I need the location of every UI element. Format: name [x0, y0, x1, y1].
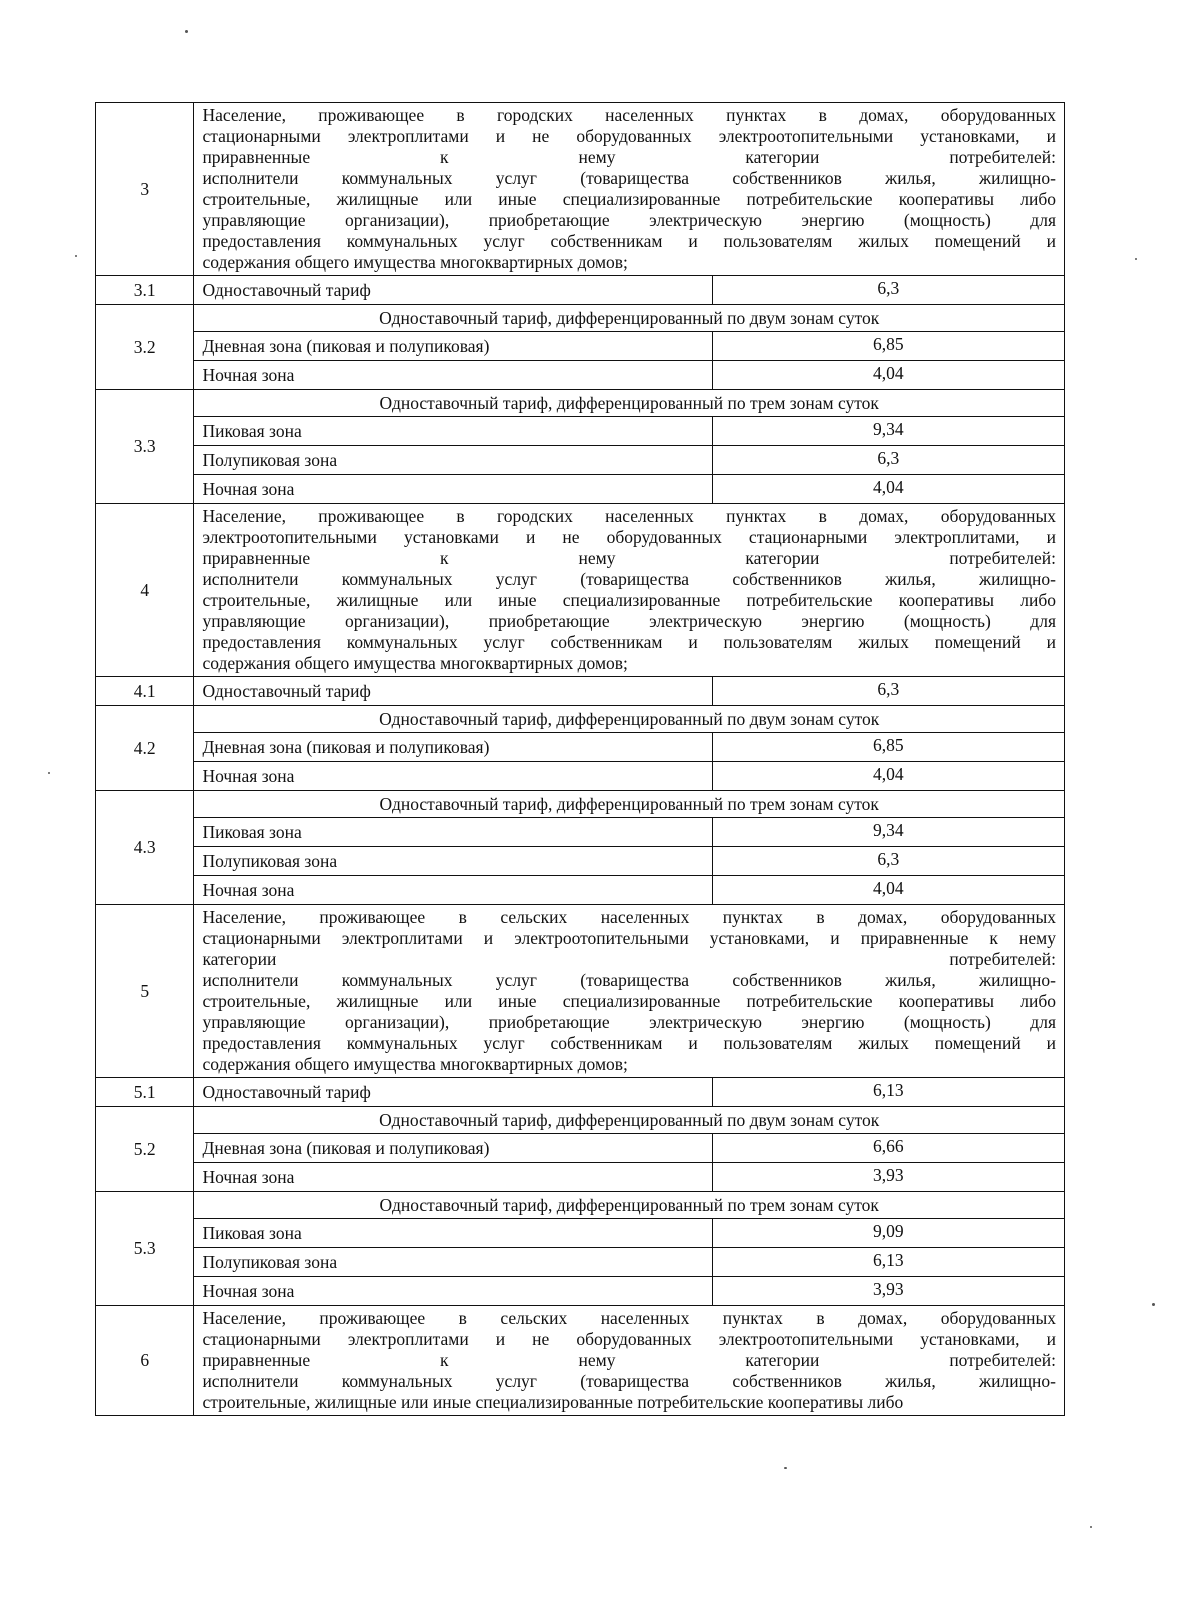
category-row [96, 905, 1065, 1078]
description-line: приравненные к нему категории потребителей: [202, 1350, 1056, 1370]
zone-item-row [96, 417, 1065, 446]
row-number: 4.2 [96, 706, 194, 791]
two-zone-header-row [96, 305, 1065, 332]
description-line: Население, проживающее в сельских населенных пунктах в домах, оборудованных [202, 907, 1056, 927]
zone-item-row [96, 1277, 1065, 1306]
zone-item-row [96, 1163, 1065, 1192]
description-line: исполнители коммунальных услуг (товарищества собственников жилья, жилищно- [202, 970, 1056, 990]
zone-value: 4,04 [712, 762, 1064, 791]
zone-item-row [96, 1248, 1065, 1277]
description-line: содержания общего имущества многоквартирных домов; [202, 653, 628, 673]
three-zone-header-row [96, 1192, 1065, 1219]
category-description [194, 103, 1065, 276]
category-row [96, 504, 1065, 677]
tariff-value: 6,3 [712, 276, 1064, 305]
scan-speck [1090, 1526, 1092, 1528]
zone-header: Одноставочный тариф, дифференцированный по двум зонам суток [194, 706, 1065, 733]
description-line: строительные, жилищные или иные специализированные потребительские кооперативы либо [202, 189, 1056, 209]
zone-item-row [96, 762, 1065, 791]
zone-value: 4,04 [712, 361, 1064, 390]
zone-value: 9,34 [712, 818, 1064, 847]
description-line: стационарными электроплитами и электроотопительными установками, и приравненные к нему [202, 928, 1056, 948]
three-zone-header-row [96, 390, 1065, 417]
two-zone-header-row [96, 1107, 1065, 1134]
zone-label: Полупиковая зона [194, 446, 712, 475]
tariff-table [95, 102, 1065, 1416]
description-line: строительные, жилищные или иные специализированные потребительские кооперативы либо [202, 590, 1056, 610]
zone-value: 6,13 [712, 1248, 1064, 1277]
description-line: исполнители коммунальных услуг (товарищества собственников жилья, жилищно- [202, 1371, 1056, 1391]
row-number: 4.1 [96, 677, 194, 706]
single-rate-row [96, 276, 1065, 305]
description-line: предоставления коммунальных услуг собственникам и пользователям жилых помещений и [202, 632, 1056, 652]
category-number: 6 [96, 1306, 194, 1416]
category-description [194, 1306, 1065, 1416]
zone-value: 6,3 [712, 446, 1064, 475]
two-zone-header-row [96, 706, 1065, 733]
description-line: управляющие организации), приобретающие электрическую энергию (мощность) для [202, 611, 1056, 631]
zone-label: Дневная зона (пиковая и полупиковая) [194, 332, 712, 361]
description-line: стационарными электроплитами и не оборудованных электроотопительными установками, и [202, 1329, 1056, 1349]
scan-speck [48, 772, 50, 774]
zone-label: Дневная зона (пиковая и полупиковая) [194, 733, 712, 762]
zone-item-row [96, 475, 1065, 504]
category-number: 5 [96, 905, 194, 1078]
category-description [194, 504, 1065, 677]
category-row [96, 1306, 1065, 1416]
zone-label: Полупиковая зона [194, 847, 712, 876]
scan-speck [1135, 258, 1137, 260]
zone-label: Пиковая зона [194, 818, 712, 847]
description-line: строительные, жилищные или иные специализированные потребительские кооперативы либо [202, 1392, 904, 1412]
zone-value: 6,85 [712, 332, 1064, 361]
zone-item-row [96, 1219, 1065, 1248]
row-number: 5.3 [96, 1192, 194, 1306]
zone-value: 9,34 [712, 417, 1064, 446]
zone-item-row [96, 446, 1065, 475]
category-description [194, 905, 1065, 1078]
description-line: приравненные к нему категории потребителей: [202, 548, 1056, 568]
zone-item-row [96, 361, 1065, 390]
description-line: стационарными электроплитами и не оборудованных электроотопительными установками, и [202, 126, 1056, 146]
tariff-label: Одноставочный тариф [194, 677, 712, 706]
description-line: управляющие организации), приобретающие электрическую энергию (мощность) для [202, 210, 1056, 230]
zone-header: Одноставочный тариф, дифференцированный по двум зонам суток [194, 305, 1065, 332]
row-number: 5.2 [96, 1107, 194, 1192]
description-line: содержания общего имущества многоквартирных домов; [202, 252, 628, 272]
description-line: исполнители коммунальных услуг (товарищества собственников жилья, жилищно- [202, 168, 1056, 188]
zone-value: 9,09 [712, 1219, 1064, 1248]
zone-item-row [96, 876, 1065, 905]
zone-value: 4,04 [712, 876, 1064, 905]
description-line: категории потребителей: [202, 949, 1056, 969]
description-line: Население, проживающее в городских населенных пунктах в домах, оборудованных [202, 105, 1056, 125]
description-line: предоставления коммунальных услуг собственникам и пользователям жилых помещений и [202, 231, 1056, 251]
tariff-label: Одноставочный тариф [194, 1078, 712, 1107]
description-line: предоставления коммунальных услуг собственникам и пользователям жилых помещений и [202, 1033, 1056, 1053]
zone-value: 3,93 [712, 1163, 1064, 1192]
category-number: 3 [96, 103, 194, 276]
description-line: электроотопительными установками и не оборудованных стационарными электроплитами, и [202, 527, 1056, 547]
zone-value: 6,3 [712, 847, 1064, 876]
row-number: 3.2 [96, 305, 194, 390]
single-rate-row [96, 677, 1065, 706]
zone-label: Ночная зона [194, 361, 712, 390]
zone-value: 6,85 [712, 733, 1064, 762]
row-number: 3.3 [96, 390, 194, 504]
zone-item-row [96, 818, 1065, 847]
scan-speck [1152, 1303, 1155, 1306]
zone-label: Пиковая зона [194, 417, 712, 446]
zone-header: Одноставочный тариф, дифференцированный по трем зонам суток [194, 390, 1065, 417]
zone-item-row [96, 332, 1065, 361]
zone-value: 3,93 [712, 1277, 1064, 1306]
zone-label: Дневная зона (пиковая и полупиковая) [194, 1134, 712, 1163]
row-number: 3.1 [96, 276, 194, 305]
zone-label: Полупиковая зона [194, 1248, 712, 1277]
zone-value: 4,04 [712, 475, 1064, 504]
zone-label: Ночная зона [194, 1277, 712, 1306]
zone-header: Одноставочный тариф, дифференцированный по трем зонам суток [194, 791, 1065, 818]
row-number: 5.1 [96, 1078, 194, 1107]
zone-item-row [96, 847, 1065, 876]
scan-speck [75, 255, 77, 257]
zone-label: Ночная зона [194, 475, 712, 504]
tariff-value: 6,3 [712, 677, 1064, 706]
scan-speck [784, 1467, 787, 1469]
description-line: Население, проживающее в сельских населенных пунктах в домах, оборудованных [202, 1308, 1056, 1328]
category-row [96, 103, 1065, 276]
zone-header: Одноставочный тариф, дифференцированный по трем зонам суток [194, 1192, 1065, 1219]
description-line: приравненные к нему категории потребителей: [202, 147, 1056, 167]
description-line: Население, проживающее в городских населенных пунктах в домах, оборудованных [202, 506, 1056, 526]
scan-speck [185, 30, 188, 33]
tariff-value: 6,13 [712, 1078, 1064, 1107]
description-line: содержания общего имущества многоквартирных домов; [202, 1054, 628, 1074]
zone-label: Ночная зона [194, 1163, 712, 1192]
three-zone-header-row [96, 791, 1065, 818]
single-rate-row [96, 1078, 1065, 1107]
description-line: управляющие организации), приобретающие электрическую энергию (мощность) для [202, 1012, 1056, 1032]
zone-item-row [96, 1134, 1065, 1163]
tariff-label: Одноставочный тариф [194, 276, 712, 305]
row-number: 4.3 [96, 791, 194, 905]
zone-header: Одноставочный тариф, дифференцированный по двум зонам суток [194, 1107, 1065, 1134]
description-line: исполнители коммунальных услуг (товарищества собственников жилья, жилищно- [202, 569, 1056, 589]
category-number: 4 [96, 504, 194, 677]
zone-label: Ночная зона [194, 762, 712, 791]
description-line: строительные, жилищные или иные специализированные потребительские кооперативы либо [202, 991, 1056, 1011]
zone-label: Пиковая зона [194, 1219, 712, 1248]
zone-value: 6,66 [712, 1134, 1064, 1163]
zone-label: Ночная зона [194, 876, 712, 905]
tariff-table-body [96, 103, 1065, 1416]
zone-item-row [96, 733, 1065, 762]
